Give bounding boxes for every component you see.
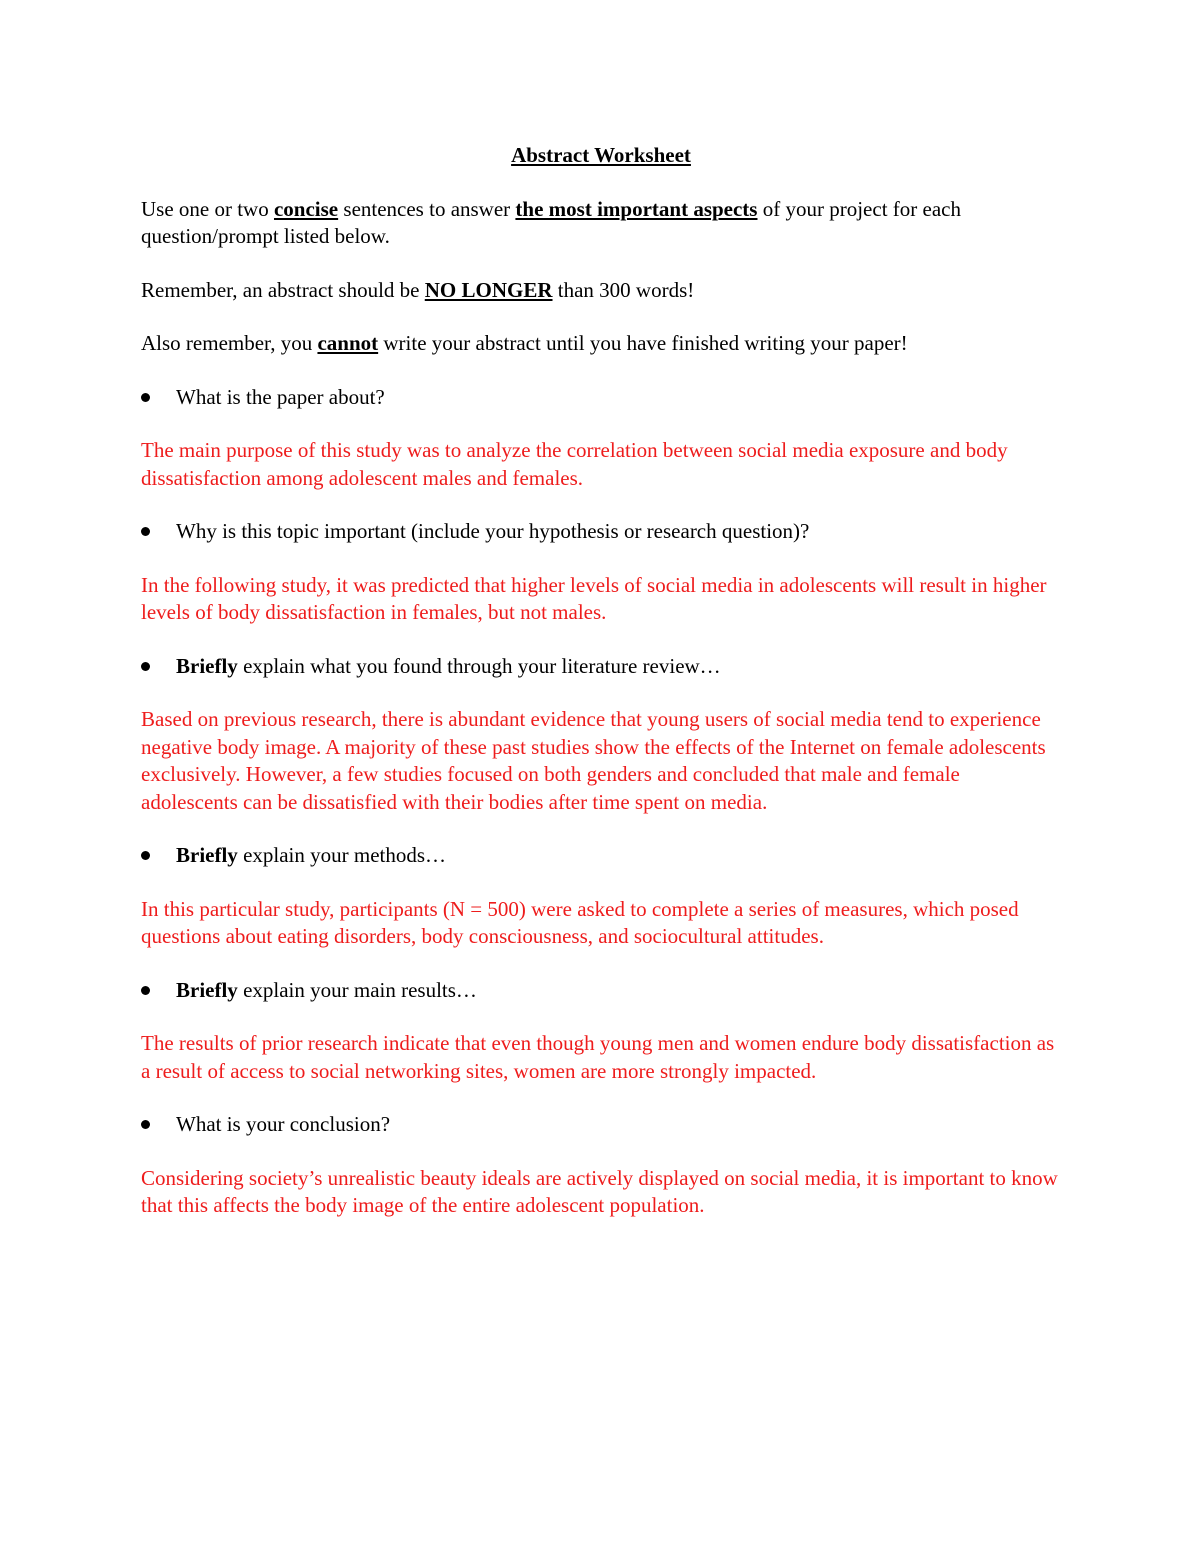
question-lead: Briefly: [176, 653, 238, 678]
answer-text: Based on previous research, there is abundant evidence that young users of social media tend to experience negative body image. A majority of these past studies show the effects of the Internet on female adolescents exclusively. However, a few studies focused on both genders and concluded that male and female adolescents can be dissatisfied with their bodies after time spent on media.: [141, 707, 1046, 814]
reminder-text: Also remember, you: [141, 331, 318, 355]
instructions-text: sentences to answer: [338, 196, 516, 221]
answer-text: The main purpose of this study was to analyze the correlation between social media exposure and body dissatisfaction among adolescent males and females.: [141, 438, 1008, 490]
bullet-icon: [141, 662, 150, 671]
question-item: [141, 977, 1061, 1005]
emphasis-important-aspects: the most important aspects: [515, 196, 758, 221]
page-title: Abstract Worksheet: [511, 143, 691, 167]
word-limit-text: Remember, an abstract should be: [141, 277, 425, 302]
question-lead: Briefly: [176, 977, 238, 1002]
emphasis-concise: concise: [273, 196, 339, 221]
question-text: What is your conclusion?: [176, 1112, 391, 1136]
question-item: [141, 518, 1061, 546]
word-limit-paragraph: [141, 277, 1061, 305]
bullet-icon: [141, 1120, 150, 1129]
question-text: explain what you found through your literature review…: [237, 653, 721, 678]
question-text: explain your methods…: [237, 843, 447, 867]
question-item: [141, 653, 1061, 681]
bullet-icon: [141, 527, 150, 536]
answer-text: In this particular study, participants (N = 500) were asked to complete a series of measures, which posed questions about eating disorders, body consciousness, and sociocultural attitudes.: [141, 896, 1019, 948]
instructions-paragraph: [141, 196, 1061, 251]
bullet-icon: [141, 393, 150, 402]
emphasis-no-longer: NO LONGER: [424, 277, 553, 302]
question-item: [141, 842, 1061, 870]
bullet-icon: [141, 851, 150, 860]
reminder-text: write your abstract until you have finished writing your paper!: [378, 331, 908, 355]
question-item: [141, 1111, 1061, 1139]
question-lead: Briefly: [176, 843, 238, 867]
question-item: [141, 384, 1061, 412]
instructions-text: of your project for each question/prompt listed below.: [141, 196, 961, 248]
question-text: What is the paper about?: [176, 384, 385, 409]
answer-text: In the following study, it was predicted that higher levels of social media in adolescents will result in higher levels of body dissatisfaction in females, but not males.: [141, 572, 1047, 624]
reminder-paragraph: [141, 330, 1061, 358]
bullet-icon: [141, 986, 150, 995]
worksheet-page: [141, 142, 1061, 1246]
instructions-text: Use one or two: [141, 196, 274, 221]
question-text: explain your main results…: [237, 977, 477, 1002]
emphasis-cannot: cannot: [317, 331, 379, 355]
answer-text: Considering society’s unrealistic beauty ideals are actively displayed on social media, it is important to know that this affects the body image of the entire adolescent population.: [141, 1165, 1058, 1217]
answer-text: The results of prior research indicate that even though young men and women endure body dissatisfaction as a result of access to social networking sites, women are more strongly impacted.: [141, 1031, 1055, 1083]
question-text: Why is this topic important (include your hypothesis or research question)?: [176, 519, 810, 543]
word-limit-text: than 300 words!: [552, 277, 695, 302]
